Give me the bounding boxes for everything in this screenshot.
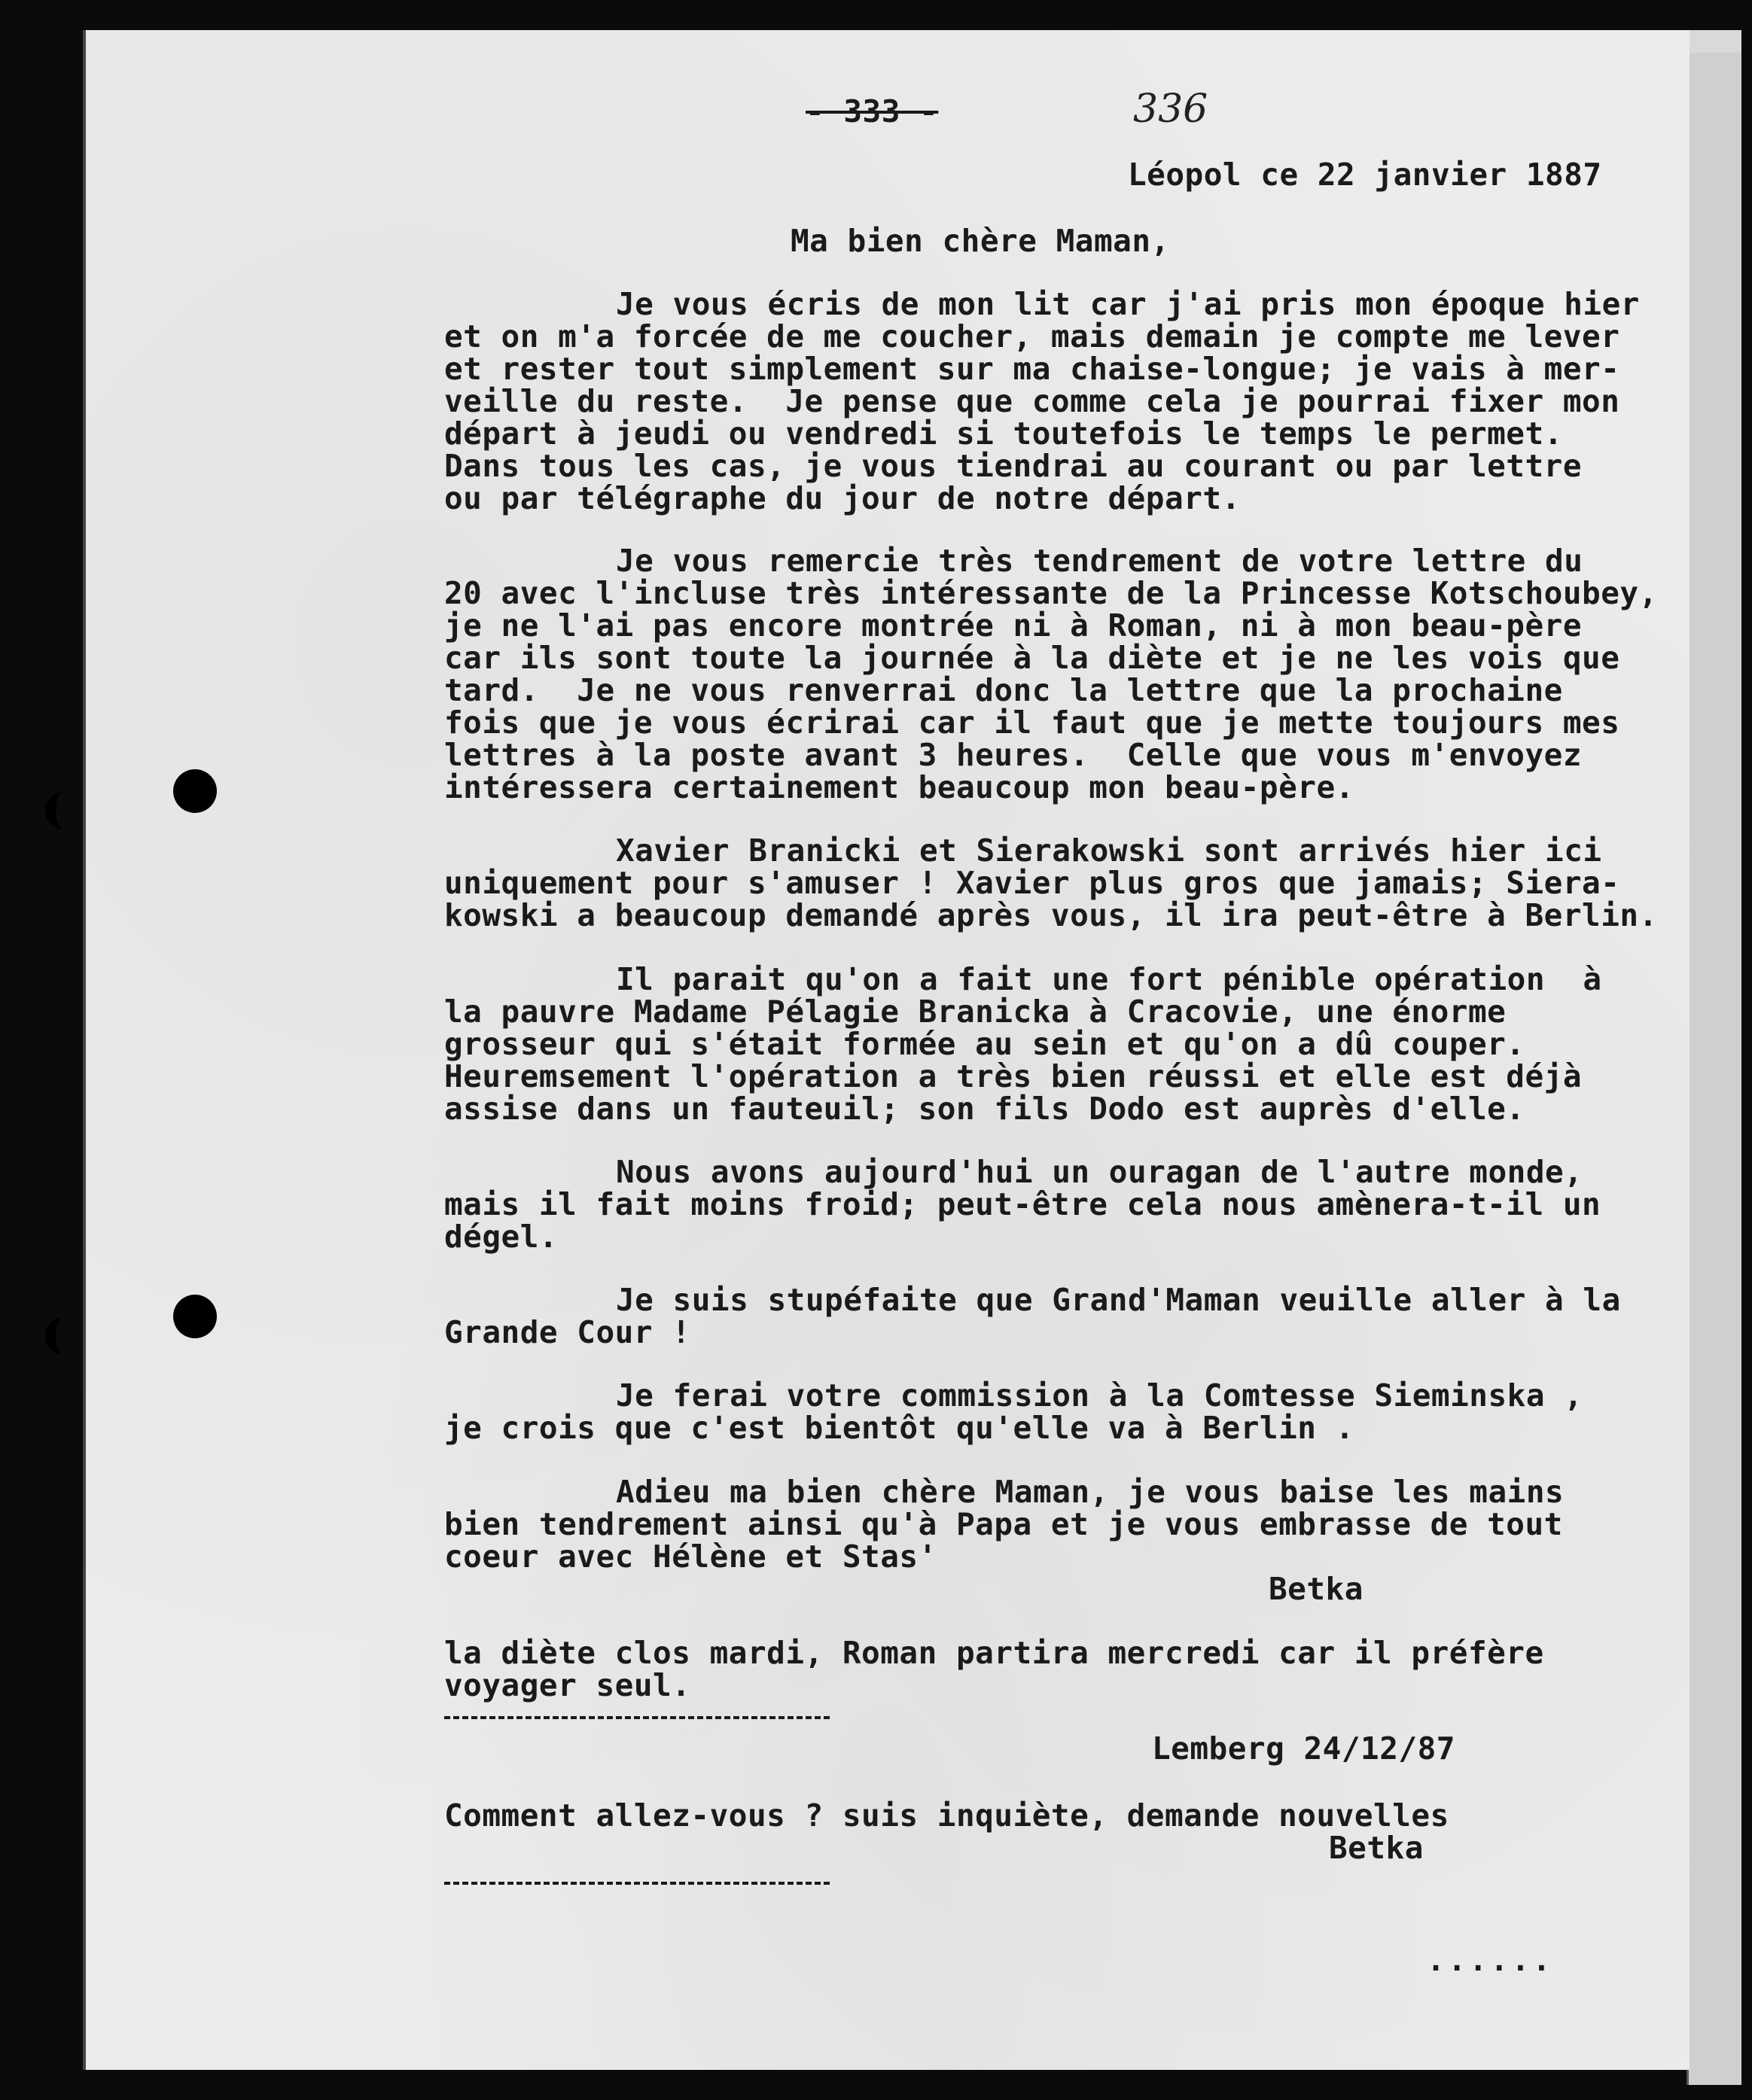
letter-line: uniquement pour s'amuser ! Xavier plus gros que jamais; Siera- bbox=[444, 865, 1620, 901]
letter-line: grosseur qui s'était formée au sein et qu'on a dû couper. bbox=[444, 1026, 1525, 1062]
page-number: - 333 - bbox=[806, 93, 939, 129]
postscript-line: la diète clos mardi, Roman partira mercredi car il préfère bbox=[444, 1635, 1544, 1671]
letter-line: Je ferai votre commission à la Comtesse Sieminska , bbox=[616, 1377, 1583, 1414]
punch-hole bbox=[173, 1295, 217, 1338]
letter-line: dégel. bbox=[444, 1219, 559, 1255]
letter-line: et on m'a forcée de me coucher, mais demain je compte me lever bbox=[444, 318, 1620, 355]
separator-rule bbox=[444, 1882, 830, 1885]
letter-place-date: Léopol ce 22 janvier 1887 bbox=[1128, 157, 1602, 193]
letter-line: assise dans un fauteuil; son fils Dodo est auprès d'elle. bbox=[444, 1091, 1525, 1127]
separator-rule bbox=[444, 1716, 830, 1719]
letter-line: mais il fait moins froid; peut-être cela nous amènera-t-il un bbox=[444, 1186, 1601, 1222]
continuation-mark: ...... bbox=[1427, 1943, 1554, 1978]
letter-line: Heuremsement l'opération a très bien réussi et elle est déjà bbox=[444, 1058, 1583, 1094]
letter-line: Dans tous les cas, je vous tiendrai au courant ou par lettre bbox=[444, 448, 1583, 484]
handwritten-page-number: 336 bbox=[1133, 87, 1208, 132]
letter-line: Je vous remercie très tendrement de votre lettre du bbox=[616, 543, 1583, 579]
letter-line: bien tendrement ainsi qu'à Papa et je vous embrasse de tout bbox=[444, 1506, 1563, 1542]
letter-line: coeur avec Hélène et Stas' bbox=[444, 1538, 937, 1575]
letter-line: intéressera certainement beaucoup mon beau-père. bbox=[444, 769, 1354, 805]
letter-line: et rester tout simplement sur ma chaise-longue; je vais à mer- bbox=[444, 351, 1620, 387]
letter-line: je crois que c'est bientôt qu'elle va à Berlin . bbox=[444, 1410, 1354, 1446]
letter-line: départ à jeudi ou vendredi si toutefois le temps le permet. bbox=[444, 415, 1563, 452]
letter-line: Il parait qu'on a fait une fort pénible opération à bbox=[616, 961, 1602, 997]
letter-signature: Betka bbox=[1269, 1571, 1364, 1607]
letter-line: Grande Cour ! bbox=[444, 1314, 691, 1350]
letter-line: ou par télégraphe du jour de notre départ. bbox=[444, 480, 1241, 516]
punch-hole bbox=[173, 769, 217, 813]
letter-line: tard. Je ne vous renverrai donc la lettre que la prochaine bbox=[444, 672, 1563, 708]
letter-line: Je vous écris de mon lit car j'ai pris mon époque hier bbox=[616, 286, 1640, 322]
punch-hole-shadow bbox=[45, 792, 83, 829]
punch-hole-shadow bbox=[45, 1317, 83, 1355]
letter-line: Je suis stupéfaite que Grand'Maman veuille aller à la bbox=[616, 1282, 1621, 1318]
letter-line: kowski a beaucoup demandé après vous, il ira peut-être à Berlin. bbox=[444, 897, 1658, 933]
letter-line: je ne l'ai pas encore montrée ni à Roman, ni à mon beau-père bbox=[444, 607, 1583, 644]
postscript-line: voyager seul. bbox=[444, 1667, 691, 1703]
letter-line: Xavier Branicki et Sierakowski sont arrivés hier ici bbox=[616, 832, 1602, 869]
letter-salutation: Ma bien chère Maman, bbox=[791, 223, 1170, 259]
telegram-text: Comment allez-vous ? suis inquiète, demande nouvelles bbox=[444, 1797, 1449, 1834]
telegram-place-date: Lemberg 24/12/87 bbox=[1152, 1730, 1455, 1767]
letter-line: 20 avec l'incluse très intéressante de la Princesse Kotschoubey, bbox=[444, 575, 1658, 611]
letter-line: Nous avons aujourd'hui un ouragan de l'autre monde, bbox=[616, 1154, 1583, 1190]
letter-line: Adieu ma bien chère Maman, je vous baise les mains bbox=[616, 1474, 1565, 1510]
back-sheet bbox=[1686, 53, 1741, 2085]
letter-line: la pauvre Madame Pélagie Branicka à Cracovie, une énorme bbox=[444, 994, 1507, 1030]
letter-line: veille du reste. Je pense que comme cela je pourrai fixer mon bbox=[444, 383, 1620, 419]
letter-line: car ils sont toute la journée à la diète et je ne les vois que bbox=[444, 640, 1620, 676]
letter-line: lettres à la poste avant 3 heures. Celle que vous m'envoyez bbox=[444, 737, 1583, 773]
telegram-signature: Betka bbox=[1329, 1830, 1424, 1866]
letter-line: fois que je vous écrirai car il faut que je mette toujours mes bbox=[444, 705, 1620, 741]
